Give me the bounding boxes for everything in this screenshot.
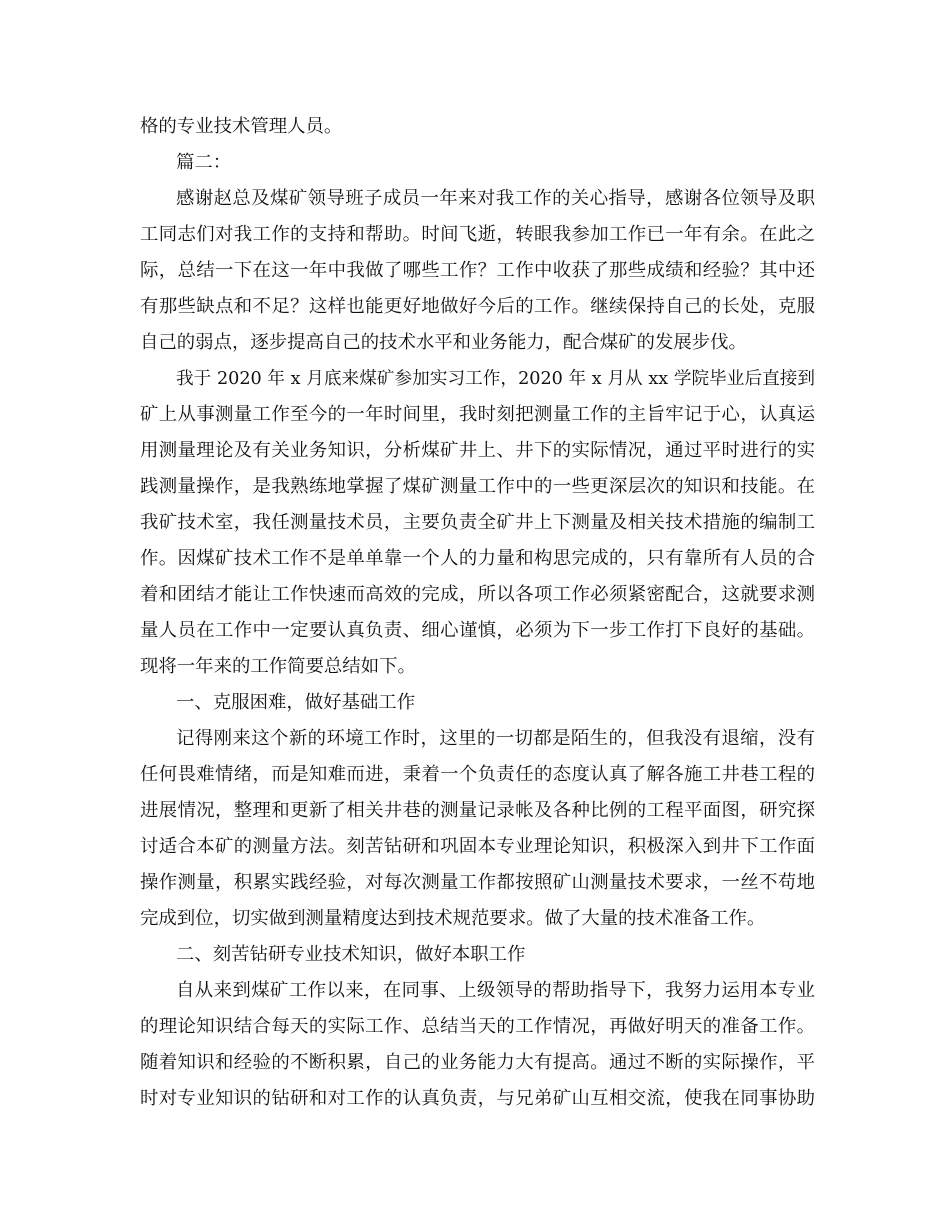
text-line: 着和团结才能让工作快速而高效的完成，所以各项工作必须紧密配合，这就要求测 [140, 584, 815, 605]
text-line: 格的专业技术管理人员。 [140, 116, 343, 137]
section-heading: 篇二： [176, 152, 232, 173]
text-line: 矿上从事测量工作至今的一年时间里，我时刻把测量工作的主旨牢记于心，认真运 [140, 404, 815, 425]
text-line: 自己的弱点，逐步提高自己的技术水平和业务能力，配合煤矿的发展步伐。 [140, 332, 747, 353]
text-line: 现将一年来的工作简要总结如下。 [140, 656, 416, 677]
text-line: 任何畏难情绪，而是知难而进，秉着一个负责任的态度认真了解各施工井巷工程的 [140, 764, 815, 785]
text-line: 的理论知识结合每天的实际工作、总结当天的工作情况，再做好明天的准备工作。 [140, 1016, 815, 1037]
text-line: 量人员在工作中一定要认真负责、细心谨慎，必须为下一步工作打下良好的基础。 [140, 620, 815, 641]
section-heading: 一、克服困难，做好基础工作 [176, 692, 416, 713]
section-heading: 二、刻苦钻研专业技术知识，做好本职工作 [176, 944, 526, 965]
text-line: 感谢赵总及煤矿领导班子成员一年来对我工作的关心指导，感谢各位领导及职 [176, 188, 815, 209]
text-line: 践测量操作，是我熟练地掌握了煤矿测量工作中的一些更深层次的知识和技能。在 [140, 476, 815, 497]
text-line: 作。因煤矿技术工作不是单单靠一个人的力量和构思完成的，只有靠所有人员的合 [140, 548, 815, 569]
text-line: 我矿技术室，我任测量技术员，主要负责全矿井上下测量及相关技术措施的编制工 [140, 512, 815, 533]
text-line: 用测量理论及有关业务知识，分析煤矿井上、井下的实际情况，通过平时进行的实 [140, 440, 815, 461]
text-line: 工同志们对我工作的支持和帮助。时间飞逝，转眼我参加工作已一年有余。在此之 [140, 224, 815, 245]
text-line: 自从来到煤矿工作以来，在同事、上级领导的帮助指导下，我努力运用本专业 [176, 980, 815, 1001]
text-line: 讨适合本矿的测量方法。刻苦钻研和巩固本专业理论知识，积极深入到井下工作面 [140, 836, 815, 857]
text-line: 有那些缺点和不足？这样也能更好地做好今后的工作。继续保持自己的长处，克服 [140, 296, 815, 317]
text-line: 操作测量，积累实践经验，对每次测量工作都按照矿山测量技术要求，一丝不苟地 [140, 872, 815, 893]
text-line: 完成到位，切实做到测量精度达到技术规范要求。做了大量的技术准备工作。 [140, 908, 766, 929]
text-line: 记得刚来这个新的环境工作时，这里的一切都是陌生的，但我没有退缩，没有 [176, 728, 815, 749]
text-line: 随着知识和经验的不断积累，自己的业务能力大有提高。通过不断的实际操作，平 [140, 1052, 815, 1073]
text-line: 进展情况，整理和更新了相关井巷的测量记录帐及各种比例的工程平面图，研究探 [140, 800, 815, 821]
text-line: 时对专业知识的钻研和对工作的认真负责，与兄弟矿山互相交流，使我在同事协助 [140, 1088, 815, 1109]
text-line: 我于 2020 年 x 月底来煤矿参加实习工作，2020 年 x 月从 xx 学院毕业后直接到 [176, 369, 815, 389]
text-line: 际，总结一下在这一年中我做了哪些工作？工作中收获了那些成绩和经验？其中还 [140, 260, 815, 281]
